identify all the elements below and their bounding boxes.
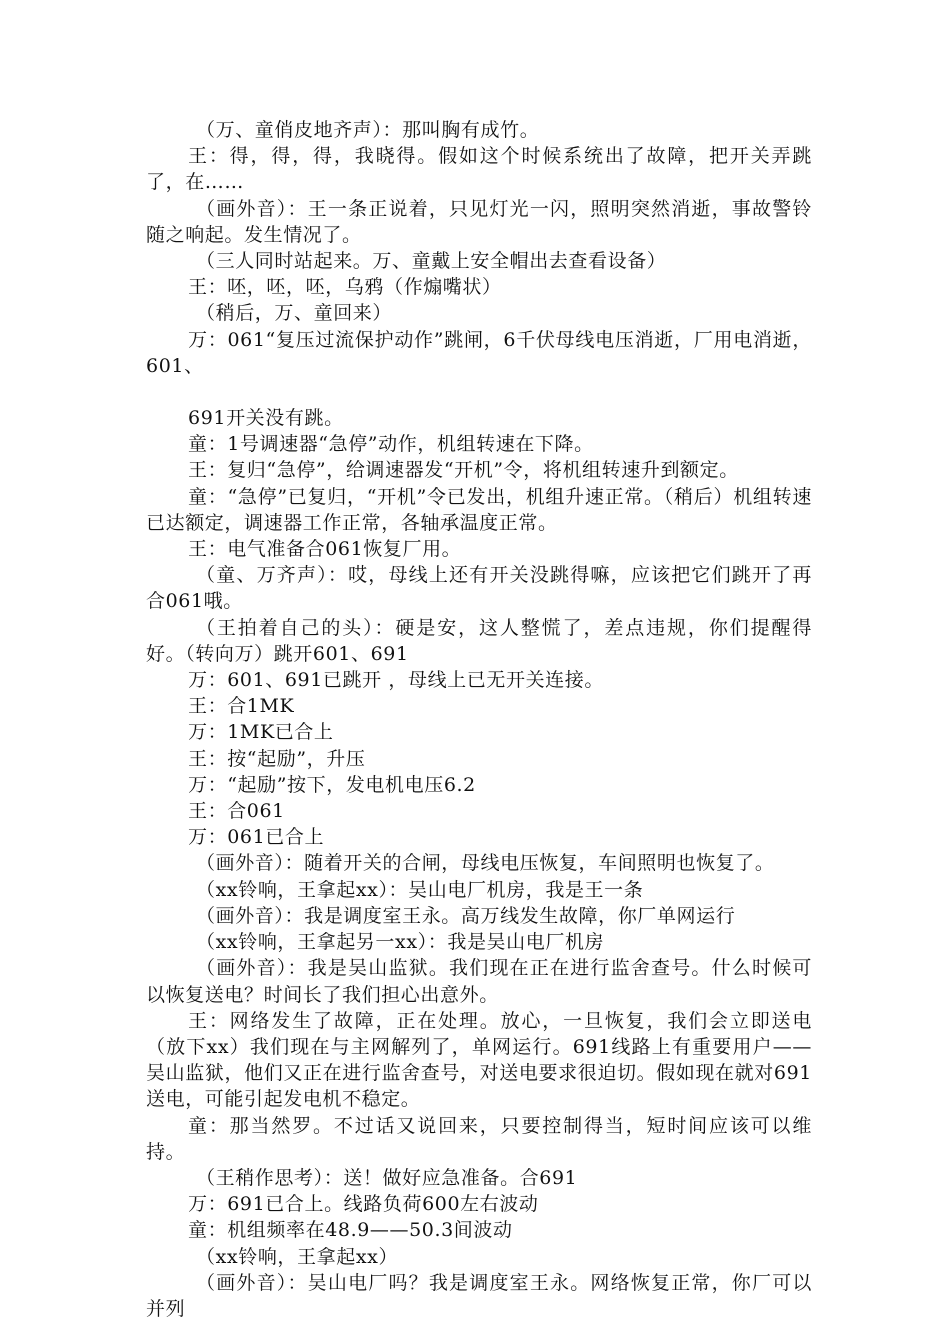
paragraph: （万、童俏皮地齐声）：那叫胸有成竹。 (196, 119, 540, 141)
paragraph: 王：得，得，得，我晓得。假如这个时候系统出了故障，把开关弄跳了，在…… (146, 145, 812, 194)
page-gap (146, 379, 812, 405)
script-text (146, 117, 812, 1322)
paragraph: （画外音）：随着开关的合闸，母线电压恢复，车间照明也恢复了。 (196, 852, 775, 875)
paragraph: （王稍作思考）：送！做好应急准备。合691 (196, 1166, 578, 1189)
paragraph: 万：061已合上 (188, 826, 325, 849)
paragraph: 万：061“复压过流保护动作”跳闸，6千伏母线电压消逝，厂用电消逝，601、 (146, 328, 812, 377)
paragraph: （xx铃响，王拿起xx） (196, 1245, 399, 1268)
paragraph: 王：合061 (188, 800, 285, 823)
paragraph: （xx铃响，王拿起另一xx）：我是吴山电厂机房 (196, 931, 605, 954)
paragraph: 王：网络发生了故障，正在处理。放心，一旦恢复，我们会立即送电（放下xx）我们现在与主网解列了，单网运行。691线路上有重要用户——吴山监狱，他们又正在进行监舍查号，对送电要求很迫切。假如现在就对691送电，可能引起发电机不稳定。 (146, 1009, 812, 1111)
paragraph: 万：601、691已跳开 ，母线上已无开关连接。 (188, 669, 604, 692)
paragraph: 童：1号调速器“急停”动作，机组转速在下降。 (188, 433, 594, 456)
paragraph: （画外音）：王一条正说着，只见灯光一闪，照明突然消逝，事故警铃随之响起。发生情况了。 (146, 197, 812, 246)
paragraph: （稍后，万、童回来） (196, 302, 393, 325)
paragraph: 童：那当然罗。不过话又说回来，只要控制得当，短时间应该可以维持。 (146, 1114, 812, 1163)
paragraph: 王：复归“急停”，给调速器发“开机”令，将机组转速升到额定。 (188, 459, 739, 482)
paragraph: 王：呸，呸，呸，乌鸦（作煽嘴状） (188, 276, 502, 299)
paragraph: 王：电气准备合061恢复厂用。 (188, 538, 462, 561)
paragraph: 王：按“起励”，升压 (188, 747, 366, 770)
paragraph: （画外音）：吴山电厂吗？我是调度室王永。网络恢复正常，你厂可以并列 (146, 1271, 812, 1320)
paragraph: （三人同时站起来。万、童戴上安全帽出去查看设备） (196, 250, 667, 273)
paragraph: 童：“急停”已复归，“开机”令已发出，机组升速正常。（稍后）机组转速已达额定，调速器工作正常，各轴承温度正常。 (146, 485, 812, 534)
paragraph: （童、万齐声）：哎，母线上还有开关没跳得嘛，应该把它们跳开了再合061哦。 (146, 564, 812, 613)
paragraph: 万：“起励”按下，发电机电压6.2 (188, 773, 476, 796)
paragraph: （画外音）：我是调度室王永。高万线发生故障，你厂单网运行 (196, 904, 736, 927)
paragraph: 万：1MK已合上 (188, 721, 334, 744)
paragraph: （xx铃响，王拿起xx）：吴山电厂机房，我是王一条 (196, 878, 644, 901)
paragraph: 万：691已合上。线路负荷600左右波动 (188, 1193, 539, 1216)
paragraph: 童：机组频率在48.9——50.3间波动 (188, 1219, 513, 1242)
paragraph: 691开关没有跳。 (188, 407, 344, 430)
paragraph: （画外音）：我是吴山监狱。我们现在正在进行监舍查号。什么时候可以恢复送电？时间长了我们担心出意外。 (146, 957, 812, 1006)
paragraph: （王拍着自己的头）：硬是安，这人整慌了，差点违规，你们提醒得好。（转向万）跳开601、691 (146, 616, 812, 665)
paragraph: 王：合1MK (188, 695, 295, 718)
